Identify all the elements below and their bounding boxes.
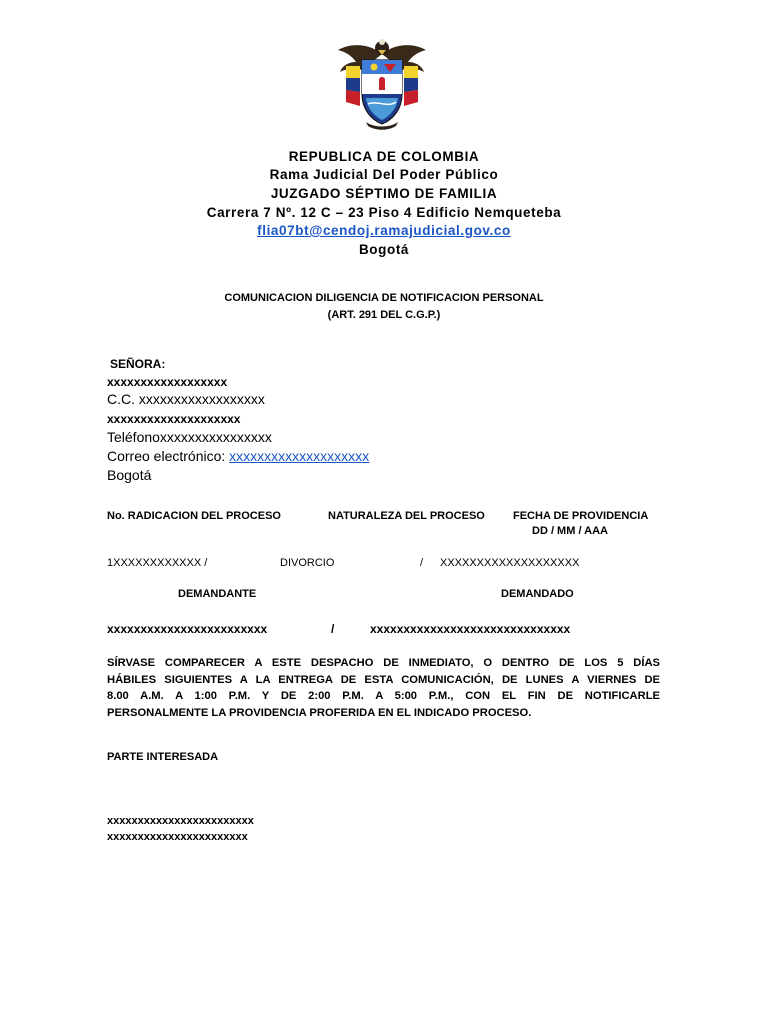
col-fecha-header: FECHA DE PROVIDENCIA: [513, 510, 649, 522]
radicacion-value: 1XXXXXXXXXXXX /: [107, 557, 208, 569]
recipient-email-link[interactable]: xxxxxxxxxxxxxxxxxxxx: [229, 448, 370, 464]
header-country: REPUBLICA DE COLOMBIA: [288, 149, 480, 164]
recipient-address: xxxxxxxxxxxxxxxxxxxx: [107, 412, 241, 426]
recipient-city: Bogotá: [107, 467, 152, 483]
signature-line-2: xxxxxxxxxxxxxxxxxxxxxxx: [107, 831, 248, 843]
naturaleza-value: DIVORCIO: [280, 557, 335, 569]
header-address: Carrera 7 Nº. 12 C – 23 Piso 4 Edificio Nemqueteba: [206, 205, 562, 220]
plaintiff-value: xxxxxxxxxxxxxxxxxxxxxxxx: [107, 622, 268, 636]
recipient-email-row: [107, 448, 369, 464]
plaintiff-label: DEMANDANTE: [178, 588, 257, 600]
recipient-id: C.C. xxxxxxxxxxxxxxxxxx: [107, 391, 265, 407]
signature-line-1: xxxxxxxxxxxxxxxxxxxxxxxx: [107, 815, 254, 827]
header-email-link[interactable]: flia07bt@cendoj.ramajudicial.gov.co: [257, 223, 511, 238]
parties-separator: /: [331, 622, 335, 636]
body-line-3: 8.00 A.M. A 1:00 P.M. Y DE 2:00 P.M. A 5:00 P.M., CON EL FIN DE NOTIFICARLE: [107, 690, 660, 702]
col-naturaleza-header: NATURALEZA DEL PROCESO: [328, 510, 485, 522]
process-separator: /: [420, 557, 424, 569]
header-city: Bogotá: [358, 242, 410, 257]
document-title: COMUNICACION DILIGENCIA DE NOTIFICACION PERSONAL: [224, 292, 544, 304]
defendant-label: DEMANDADO: [501, 588, 574, 600]
body-line-4: PERSONALMENTE LA PROVIDENCIA PROFERIDA EN EL INDICADO PROCESO.: [107, 706, 532, 719]
header-branch: Rama Judicial Del Poder Público: [269, 167, 499, 182]
body-paragraph: [107, 655, 660, 721]
body-line-1: SÍRVASE COMPARECER A ESTE DESPACHO DE INMEDIATO, O DENTRO DE LOS 5 DÍAS: [107, 657, 660, 669]
recipient-salutation: SEÑORA:: [110, 357, 166, 371]
defendant-value: xxxxxxxxxxxxxxxxxxxxxxxxxxxxxx: [370, 622, 571, 636]
recipient-email-label: Correo electrónico:: [107, 448, 230, 464]
date-format: DD / MM / AAA: [532, 525, 608, 537]
fecha-value: XXXXXXXXXXXXXXXXXXX: [440, 557, 580, 569]
body-line-2: HÁBILES SIGUIENTES A LA ENTREGA DE ESTA COMUNICACIÓN, DE LUNES A VIERNES DE: [107, 673, 660, 686]
col-radicacion-header: No. RADICACION DEL PROCESO: [107, 510, 281, 522]
signature-label: PARTE INTERESADA: [107, 751, 219, 763]
document-subtitle: (ART. 291 DEL C.G.P.): [327, 309, 441, 321]
recipient-phone: Teléfonoxxxxxxxxxxxxxxxx: [107, 429, 272, 445]
header-court: JUZGADO SÉPTIMO DE FAMILIA: [270, 186, 498, 201]
coat-of-arms-emblem: [332, 36, 432, 132]
recipient-name: xxxxxxxxxxxxxxxxxx: [107, 375, 228, 389]
